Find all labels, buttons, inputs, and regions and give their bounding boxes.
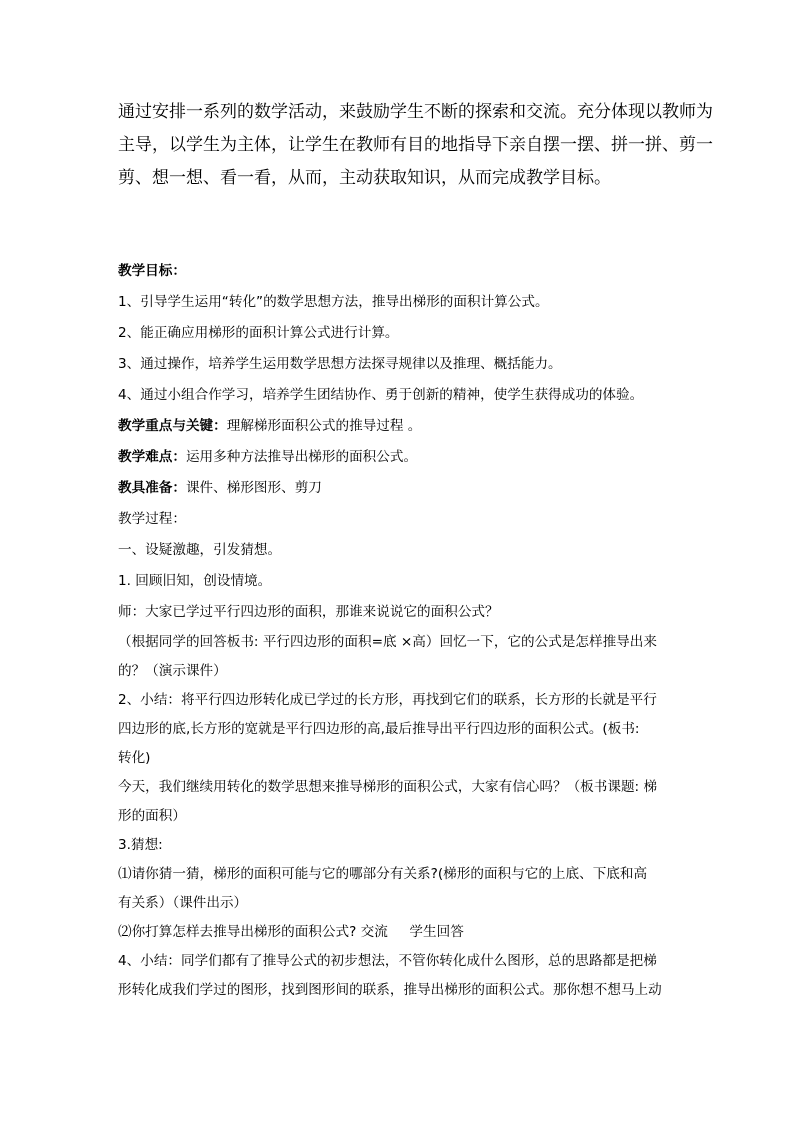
summary-line: 形转化成我们学过的图形，找到图形间的联系，推导出梯形的面积公式。那你想不想马上动 (118, 982, 662, 998)
intro-line: 剪、想一想、看一看，从而，主动获取知识，从而完成教学目标。 (118, 168, 611, 188)
objective-item: 2、能正确应用梯形的面积计算公式进行计算。 (118, 325, 399, 341)
section-heading: 一、设疑激趣，引发猜想。 (118, 542, 282, 558)
guess-line: ⑴请你猜一猜，梯形的面积可能与它的哪部分有关系?(梯形的面积与它的上底、下底和高 (118, 866, 648, 882)
guess-heading: 3.猜想: (118, 837, 163, 853)
lesson-plan-body (118, 256, 684, 1005)
key-points-label: 教学重点与关键： (118, 418, 227, 434)
process-heading: 教学过程： (118, 511, 186, 527)
tools (118, 473, 684, 504)
objective-item: 3、通过操作，培养学生运用数学思想方法探寻规律以及推理、概括能力。 (118, 356, 562, 372)
summary-line: 2、小结：将平行四边形转化成已学过的长方形，再找到它们的联系，长方形的长就是平行 (118, 692, 657, 708)
difficulty (118, 442, 684, 473)
step-heading: 1. 回顾旧知，创设情境。 (118, 573, 272, 589)
summary-line: 转化) (118, 750, 151, 766)
tools-text: 课件、梯形图形、剪刀 (185, 480, 322, 496)
summary-line: 4、小结：同学们都有了推导公式的初步想法，不管你转化成什么图形，总的思路都是把梯 (118, 953, 657, 969)
answer-line: （根据同学的回答板书: 平行四边形的面积=底 ×高）回忆一下，它的公式是怎样推导出来 (118, 634, 657, 650)
summary-line: 四边形的底,长方形的宽就是平行四边形的高,最后推导出平行四边形的面积公式。(板书: (118, 721, 640, 737)
guess-line: 有关系）（课件出示） (118, 895, 248, 911)
answer-line: 的？（演示课件） (118, 663, 227, 679)
difficulty-text: 运用多种方法推导出梯形的面积公式。 (185, 449, 418, 465)
objective-item: 1、引导学生运用“转化”的数学思想方法，推导出梯形的面积计算公式。 (118, 294, 549, 310)
difficulty-label: 教学难点： (118, 449, 186, 465)
tools-label: 教具准备： (118, 480, 186, 496)
teacher-question: 师：大家已学过平行四边形的面积，那谁来说说它的面积公式？ (118, 604, 499, 620)
objectives-heading: 教学目标： (118, 263, 186, 279)
today-line: 形的面积） (118, 808, 186, 824)
key-points (118, 411, 684, 442)
guess-line: ⑵你打算怎样去推导出梯形的面积公式? 交流 学生回答 (118, 924, 464, 940)
today-line: 今天，我们继续用转化的数学思想来推导梯形的面积公式，大家有信心吗？（板书课题: 梯 (118, 779, 658, 795)
intro-line: 通过安排一系列的数学活动，来鼓励学生不断的探索和交流。充分体现以教师为 (118, 102, 713, 122)
objective-item: 4、通过小组合作学习，培养学生团结协作、勇于创新的精神，使学生获得成功的体验。 (118, 387, 644, 403)
intro-line: 主导，以学生为主体，让学生在教师有目的地指导下亲自摆一摆、拼一拼、剪一 (118, 135, 713, 155)
intro-paragraph (118, 96, 713, 195)
key-points-text: 理解梯形面积公式的推导过程 。 (226, 418, 422, 434)
